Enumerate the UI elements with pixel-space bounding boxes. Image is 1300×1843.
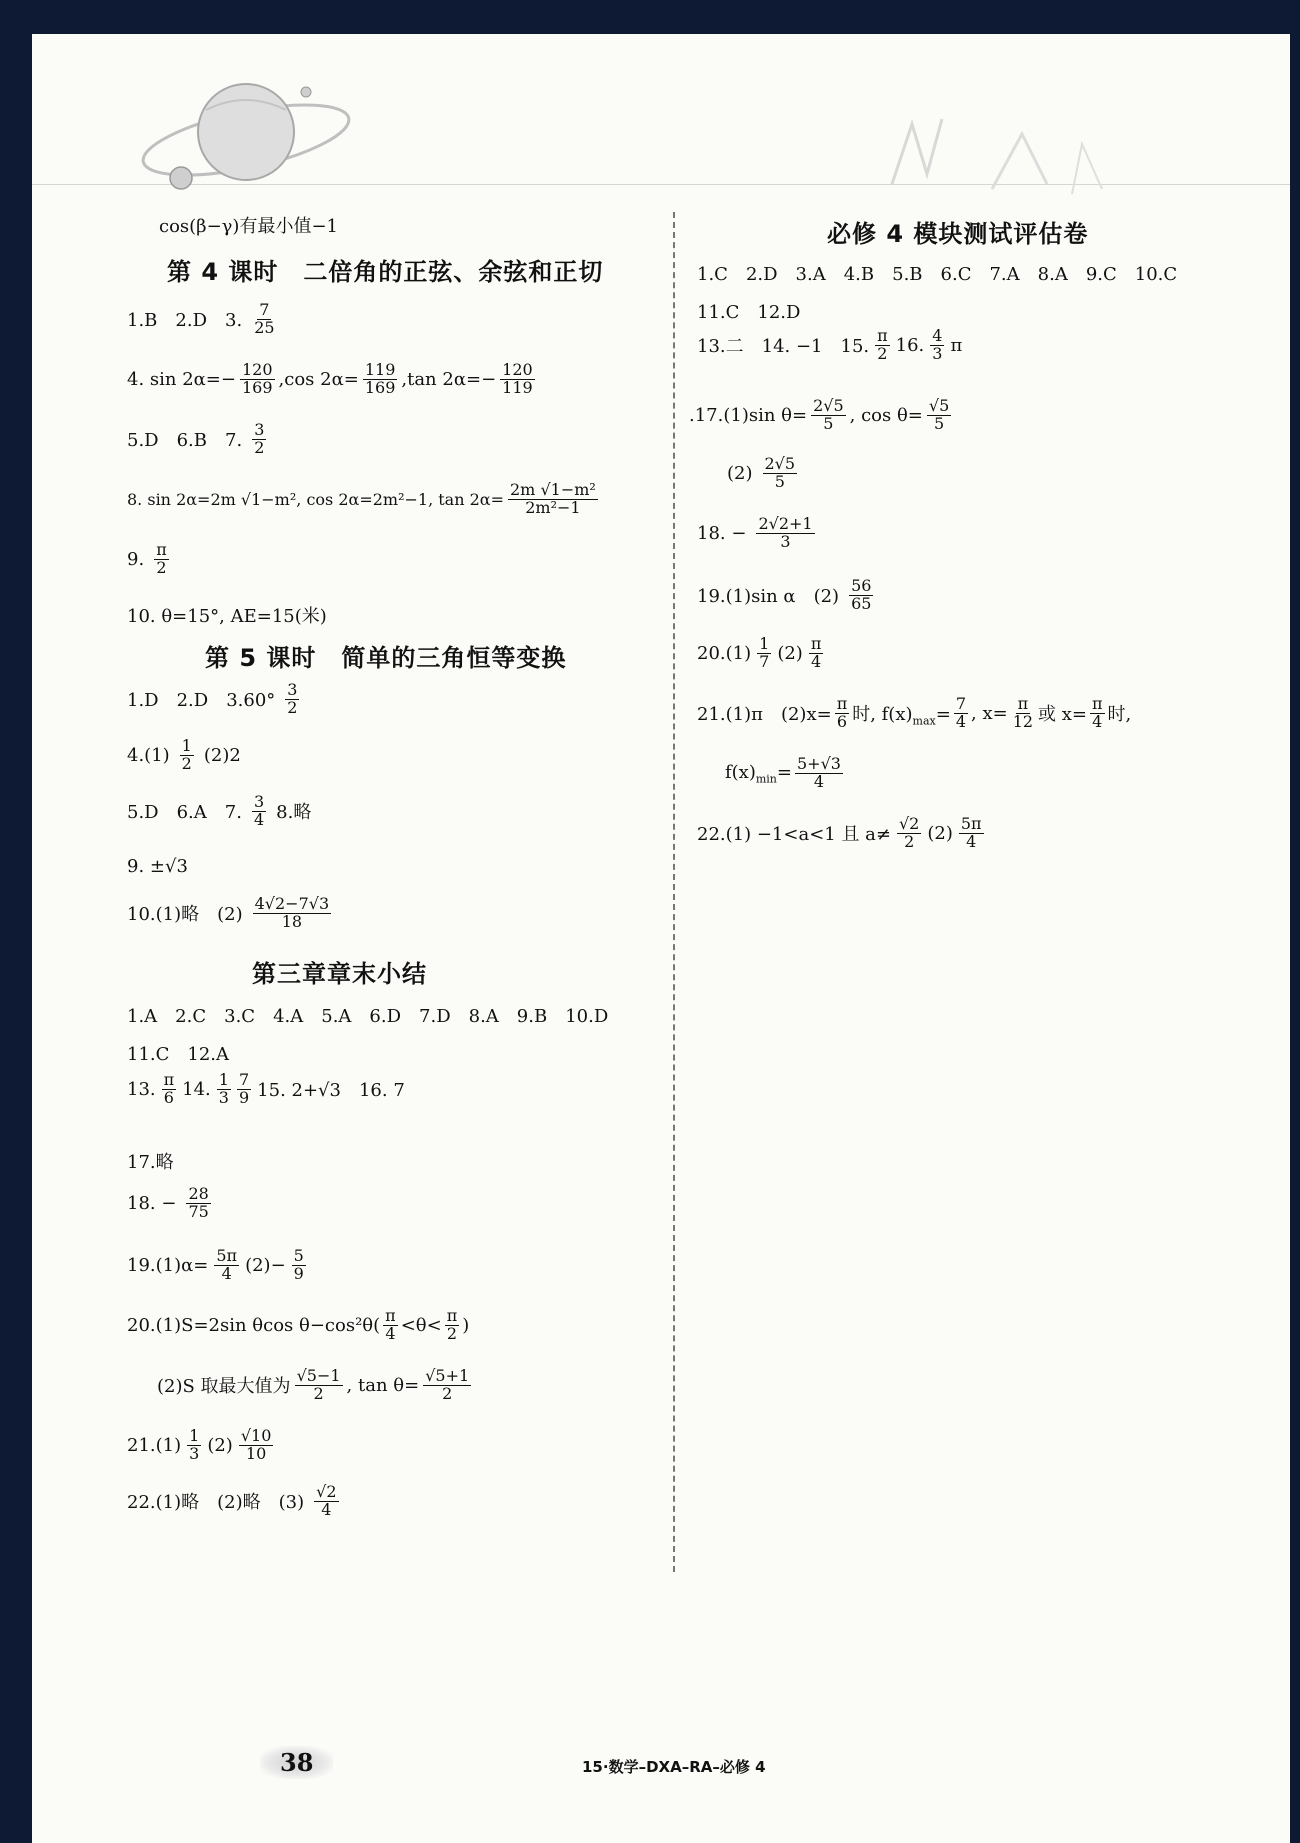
answer-5-7: 5.D 6.B 7. $\frac{3}{2}$ [127, 420, 265, 457]
answer-20c-part1: 20.(1)S=2sin θcos θ−cos²θ( $\frac{\pi}{4}$ <θ< $\frac{\pi}{2}$ ) [127, 1306, 470, 1343]
answer-10b: 10.(1)略 (2) $\frac{4√2-7√3}{18}$ [127, 894, 330, 931]
right-answer-17-part2: (2) $\frac{2√5}{5}$ [727, 454, 796, 491]
top-note: cos(β−γ)有最小值−1 [159, 216, 338, 237]
answer-21c: 21.(1) $\frac{1}{3}$ (2) $\frac{√10}{10}$ [127, 1426, 272, 1463]
answer-9: 9. $\frac{\pi}{2}$ [127, 540, 167, 577]
right-answer-17-part1: .17.(1)sin θ= $\frac{2√5}{5}$ , cos θ= $\frac{√5}{5}$ [689, 396, 950, 433]
answer-10: 10. θ=15°, AE=15(米) [127, 606, 327, 627]
answer-22c: 22.(1)略 (2)略 (3) $\frac{√2}{4}$ [127, 1482, 337, 1519]
section-title-module-test: 必修 4 模块测试评估卷 [827, 220, 1089, 248]
answer-20c-part2: (2)S 取最大值为 $\frac{√5-1}{2}$ , tan θ= $\frac{√5+1}{2}$ [157, 1366, 470, 1403]
section-title-lesson5: 第 5 课时 简单的三角恒等变换 [205, 644, 567, 672]
fraction: $\frac{7}{25}$ [254, 300, 275, 337]
answer-9b: 9. ±√3 [127, 856, 188, 877]
answers-row2: 11.C 12.A [127, 1044, 230, 1065]
answer-5-8b: 5.D 6.A 7. $\frac{3}{4}$ 8.略 [127, 792, 312, 829]
section-title-chapter3-summary: 第三章章末小结 [252, 960, 427, 988]
planet-icon [136, 70, 356, 200]
answer-8: 8. sin 2α=2m √1−m², cos 2α=2m²−1, tan 2α= $\frac{\text{2m √1−m²}}{\text{2m²−1}}$ [127, 480, 596, 517]
right-answer-19: 19.(1)sin α (2) $\frac{56}{65}$ [697, 576, 872, 613]
answer-1-3: 1.B 2.D 3. $\frac{7}{25}$ [127, 300, 275, 337]
sketch-decoration-icon [872, 104, 1132, 204]
book-code: 15·数学–DXA–RA–必修 4 [582, 1758, 766, 1776]
answer-4: 4. sin 2α=− $\frac{120}{169}$ ,cos 2α= $\frac{119}{169}$ ,tan 2α=− $\frac{120}{119}$ [127, 360, 533, 397]
right-answers-row2: 11.C 12.D [697, 302, 801, 323]
right-answer-20: 20.(1) $\frac{1}{7}$ (2) $\frac{\pi}{4}$ [697, 634, 822, 671]
answer-4b: 4.(1) $\frac{1}{2}$ (2)2 [127, 736, 241, 773]
right-answer-21-part2: $f(x)_{min}=$ $\frac{5+√3}{4}$ [725, 754, 841, 791]
page-number: 38 [260, 1746, 333, 1779]
right-answers-row1: 1.C 2.D 3.A 4.B 5.B 6.C 7.A 8.A 9.C 10.C [697, 264, 1178, 285]
answers-row1: 1.A 2.C 3.C 4.A 5.A 6.D 7.D 8.A 9.B 10.D [127, 1006, 609, 1027]
answer-19c: 19.(1)α= $\frac{5\pi}{4}$ (2)− $\frac{5}{9}$ [127, 1246, 304, 1283]
right-answers-13-16: 13.二 14. −1 15. $\frac{\pi}{2}$ 16. $\frac{4}{3}$ π [697, 326, 963, 363]
column-divider [673, 212, 675, 1572]
right-answer-18: 18. − $\frac{2√2+1}{3}$ [697, 514, 813, 551]
answer-1-3b: 1.D 2.D 3.60° $\frac{3}{2}$ [127, 680, 298, 717]
right-answer-22: 22.(1) −1<a<1 且 a≠ $\frac{√2}{2}$ (2) $\frac{5\pi}{4}$ [697, 814, 982, 851]
answer-18c: 18. − $\frac{28}{75}$ [127, 1184, 209, 1221]
answer-page [32, 34, 1290, 1843]
answer-17c: 17.略 [127, 1152, 174, 1173]
answers-13-16: 13. $\frac{\pi}{6}$ 14. $\frac{1}{3}$ $\frac{7}{9}$ 15. 2+√3 16. 7 [127, 1070, 405, 1107]
section-title-lesson4: 第 4 课时 二倍角的正弦、余弦和正切 [167, 258, 604, 286]
right-answer-21-part1: 21.(1)π (2)x= $\frac{\pi}{6}$ 时, $f(x)_{max}=$ $\frac{7}{4}$ , x= $\frac{\pi}{12}$ 或 x= $\frac{\pi}{4}$ 时, [697, 694, 1132, 731]
